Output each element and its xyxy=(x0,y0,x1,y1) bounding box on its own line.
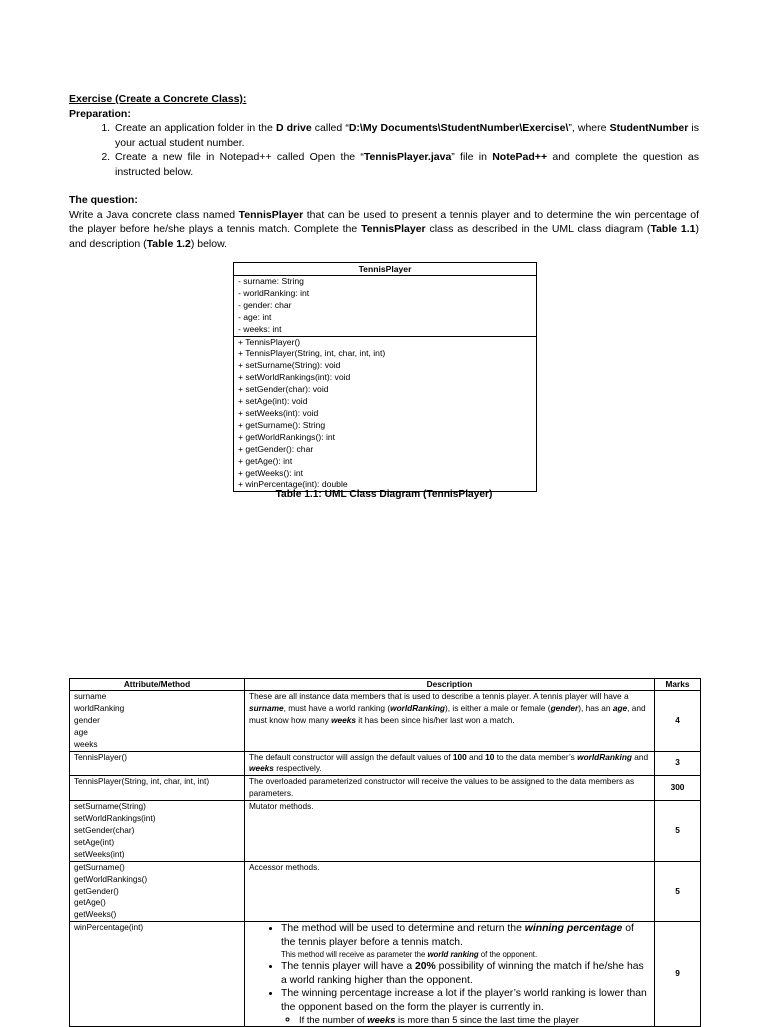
description-cell: The default constructor will assign the default values of 100 and 10 to the data member’s worldRanking and weeks respectively. xyxy=(245,751,655,776)
question-text: Write a Java concrete class named TennisPlayer that can be used to present a tennis player and to determine the win percentage of the player before he/she plays a tennis match. Complete the TennisPlayer class as described in the UML class diagram (Table 1.1) and description (Table 1.2) below. xyxy=(69,208,699,250)
sub-list-item: ◦ If the number of weeks is more than 5 since the last time the player xyxy=(299,1014,650,1026)
uml-method: + TennisPlayer() xyxy=(238,336,301,347)
marks-cell: 3 xyxy=(655,751,701,776)
uml-caption: Table 1.1: UML Class Diagram (TennisPlayer) xyxy=(275,489,493,500)
list-item-note: This method will receive as parameter the world ranking of the opponent. xyxy=(281,950,538,960)
attribute-cell: TennisPlayer(String, int, char, int, int) xyxy=(70,776,245,801)
marks-cell: 9 xyxy=(655,922,701,1027)
table-row xyxy=(70,691,701,752)
uml-attributes xyxy=(234,276,536,337)
uml-method: + getWorldRankings(): int xyxy=(238,431,336,442)
table-row xyxy=(70,776,701,801)
column-header: Marks xyxy=(655,679,701,691)
marks-cell: 5 xyxy=(655,861,701,922)
uml-attribute: - surname: String xyxy=(238,276,304,286)
uml-method: + TennisPlayer(String, int, char, int, int) xyxy=(238,348,386,359)
description-cell xyxy=(245,922,655,1027)
preparation-step-2: 2. Create a new file in Notepad++ called Open the “TennisPlayer.java” file in NotePad++ and complete the question as instructed below. xyxy=(113,150,699,179)
column-header: Description xyxy=(245,679,655,691)
table-header-row xyxy=(70,679,701,691)
uml-method: + getSurname(): String xyxy=(238,419,326,430)
attribute-cell: getSurname() getWorldRankings() getGender() getAge() getWeeks() xyxy=(70,861,245,922)
description-cell: These are all instance data members that is used to describe a tennis player. A tennis player will have a surname, must have a world ranking (worldRanking), is either a male or female (gender), has an age, and must know how many weeks it has been since his/her last won a match. xyxy=(245,691,655,752)
preparation-step-1: 1. Create an application folder in the D drive called “D:\My Documents\StudentNumber\Exercise\”, where StudentNumber is your actual student number. xyxy=(113,121,699,150)
list-item: • The winning percentage increase a lot if the player’s world ranking is lower than the opponent based on the form the player is currently in. ◦ If the number of weeks is more than 5 since the last time the player xyxy=(281,987,650,1026)
attribute-cell: winPercentage(int) xyxy=(70,922,245,1027)
attribute-cell: setSurname(String) setWorldRankings(int) setGender(char) setAge(int) setWeeks(int) xyxy=(70,801,245,862)
exercise-title: Exercise (Create a Concrete Class): xyxy=(69,93,247,105)
uml-class-diagram xyxy=(233,262,537,492)
sub-bullets xyxy=(281,1014,650,1026)
attribute-cell: TennisPlayer() xyxy=(70,751,245,776)
uml-method: + winPercentage(int): double xyxy=(238,479,348,490)
marks-cell: 4 xyxy=(655,691,701,752)
uml-method: + setWeeks(int): void xyxy=(238,407,319,418)
description-cell: The overloaded parameterized constructor will receive the values to be assigned to the data members as parameters. xyxy=(245,776,655,801)
uml-method: + getWeeks(): int xyxy=(238,467,304,478)
attribute-cell: surname worldRanking gender age weeks xyxy=(70,691,245,752)
table-row xyxy=(70,861,701,922)
uml-attribute: - age: int xyxy=(238,311,272,322)
preparation-label: Preparation: xyxy=(69,107,131,120)
uml-method: + getGender(): char xyxy=(238,443,314,454)
description-table xyxy=(69,678,701,1027)
table-row xyxy=(70,922,701,1027)
uml-method: + setAge(int): void xyxy=(238,396,308,407)
uml-class-name: TennisPlayer xyxy=(234,263,536,276)
preparation-steps xyxy=(69,121,699,179)
uml-method: + getAge(): int xyxy=(238,455,293,466)
description-cell: Accessor methods. xyxy=(245,861,655,922)
uml-method: + setWorldRankings(int): void xyxy=(238,372,351,383)
uml-method: + setSurname(String): void xyxy=(238,360,341,371)
table-row xyxy=(70,751,701,776)
question-label: The question: xyxy=(69,194,138,206)
uml-attribute: - weeks: int xyxy=(238,323,282,334)
uml-method: + setGender(char): void xyxy=(238,384,329,395)
list-item: • The tennis player will have a 20% possibility of winning the match if he/she has a world ranking higher than the opponent. xyxy=(281,960,650,987)
description-cell: Mutator methods. xyxy=(245,801,655,862)
marks-cell: 5 xyxy=(655,801,701,862)
marks-cell: 300 xyxy=(655,776,701,801)
table-row xyxy=(70,801,701,862)
exercise-section xyxy=(69,92,699,251)
list-item: • The method will be used to determine and return the winning percentage of the tennis player before a tennis match. This method will receive as parameter the world ranking of the opponent. xyxy=(281,922,650,960)
column-header: Attribute/Method xyxy=(70,679,245,691)
win-percentage-bullets xyxy=(249,922,650,1026)
uml-methods xyxy=(234,337,536,492)
uml-attribute: - worldRanking: int xyxy=(238,287,310,298)
uml-attribute: - gender: char xyxy=(238,299,292,310)
